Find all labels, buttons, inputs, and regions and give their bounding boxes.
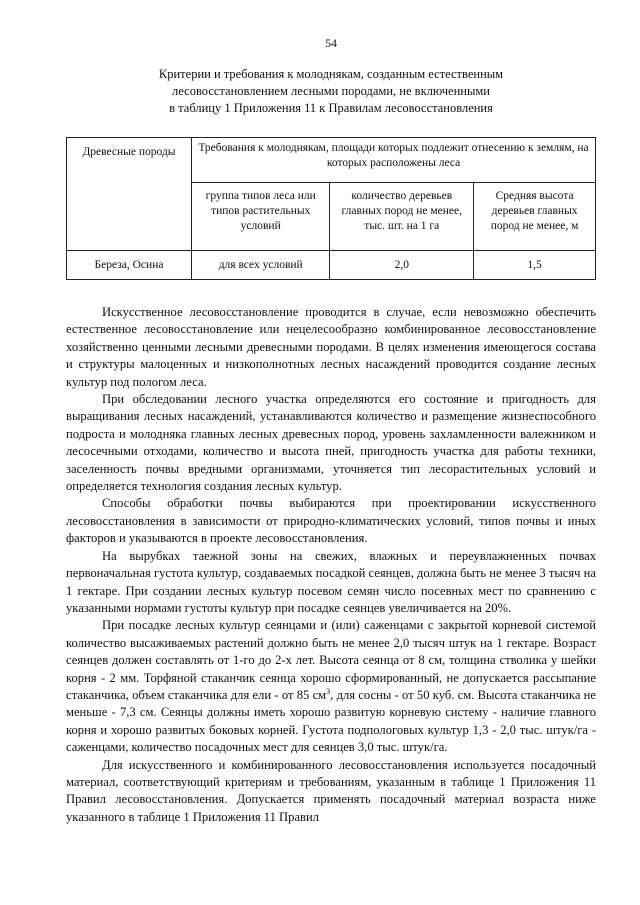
superscript: 3: [326, 686, 331, 696]
title-line: в таблицу 1 Приложения 11 к Правилам лесовосстановления: [169, 101, 493, 115]
header-species: Древесные породы: [67, 138, 192, 251]
table-row: [67, 251, 596, 280]
requirements-table: [66, 137, 596, 280]
cell-species: Береза, Осина: [67, 251, 192, 280]
cell-condition: для всех условий: [192, 251, 330, 280]
subheader-avg-height: Средняя высота деревьев главных пород не менее, м: [474, 183, 596, 251]
paragraph: Способы обработки почвы выбираются при проектировании искусственного лесовосстановления в зависимости от природно-климатических условий, типов почвы и иных факторов и указываются в проекте лесовосстановления.: [66, 496, 596, 546]
header-requirements: Требования к молоднякам, площади которых подлежит отнесению к землям, на которых расположены леса: [192, 138, 596, 183]
cell-height: 1,5: [474, 251, 596, 280]
cell-count: 2,0: [330, 251, 474, 280]
page-number: 54: [325, 36, 337, 50]
table-header-row: [67, 138, 596, 183]
title-line: лесовосстановлением лесными породами, не включенными: [172, 84, 490, 98]
paragraph: Для искусственного и комбинированного лесовосстановления используется посадочный материал, соответствующий критериям и требованиям, указанным в таблице 1 Приложения 11 Правил лесовосстановления. Допускается применять посадочный материал возраста ниже указанного в таблице 1 Приложения 11 Правил: [66, 757, 596, 824]
paragraph: Искусственное лесовосстановление проводится в случае, если невозможно обеспечить естественное лесовосстановление или нецелесообразно комбинированное лесовосстановление хозяйственно ценными лесными древесными породами. В целях изменения имеющегося состава и структуры малоценных и низкополнотных лесных насаждений проводится создание лесных культур под пологом леса.: [66, 305, 596, 389]
paragraph: На вырубках таежной зоны на свежих, влажных и переувлажненных почвах первоначальная густота культур, создаваемых посадкой сеянцев, должна быть не менее 3 тысяч на 1 гектаре. При создании лесных культур посевом семян число посевных мест по сравнению с указанными нормами густоты культур при посадке сеянцев увеличивается на 20%.: [66, 548, 596, 615]
paragraph-text: При посадке лесных культур сеянцами и (или) саженцами с закрытой корневой системой количество высаживаемых растений должно быть не менее 2,0 тысяч штук на 1 гектаре. Возраст сеянцев должен составлять от 1-го до 2-х лет. Высота сеянца от 8 см, толщина стволика у шейки корня - 2 мм. Торфяной стаканчик сеянца хорошо сформированный, не допускается рассыпание стаканчика, объем стаканчика для ели - от 85 см: [66, 618, 596, 702]
paragraph: При обследовании лесного участка определяются его состояние и пригодность для выращивания лесных насаждений, устанавливаются количество и размещение жизнеспособного подроста и молодняка главных лесных древесных пород, уровень захламленности валежником и лесосечными отходами, количество и высота пней, пригодность участка для работы техники, заселенность почвы вредными организмами, уточняется тип лесорастительных условий и определяется технология создания лесных культур.: [66, 392, 596, 494]
document-title: [66, 66, 596, 117]
paragraph-text: , для сосны - от 50 куб. см. Высота стаканчика не меньше - 7,3 см. Сеянцы должны иметь хорошо развитую корневую систему - наличие главного корня и хорошо развитых боковых корней. Густота подпологовых культур 1,3 - 2,0 тыс. штук/га - саженцами, количество посадочных мест для сеянцев 3,0 тыс. штук/га.: [66, 687, 596, 755]
subheader-tree-count: количество деревьев главных пород не менее, тыс. шт. на 1 га: [330, 183, 474, 251]
title-line: Критерии и требования к молоднякам, созданным естественным: [158, 67, 504, 81]
body-text: [66, 304, 596, 826]
subheader-forest-group: группа типов леса или типов растительных условий: [192, 183, 330, 251]
paragraph: [66, 617, 596, 756]
